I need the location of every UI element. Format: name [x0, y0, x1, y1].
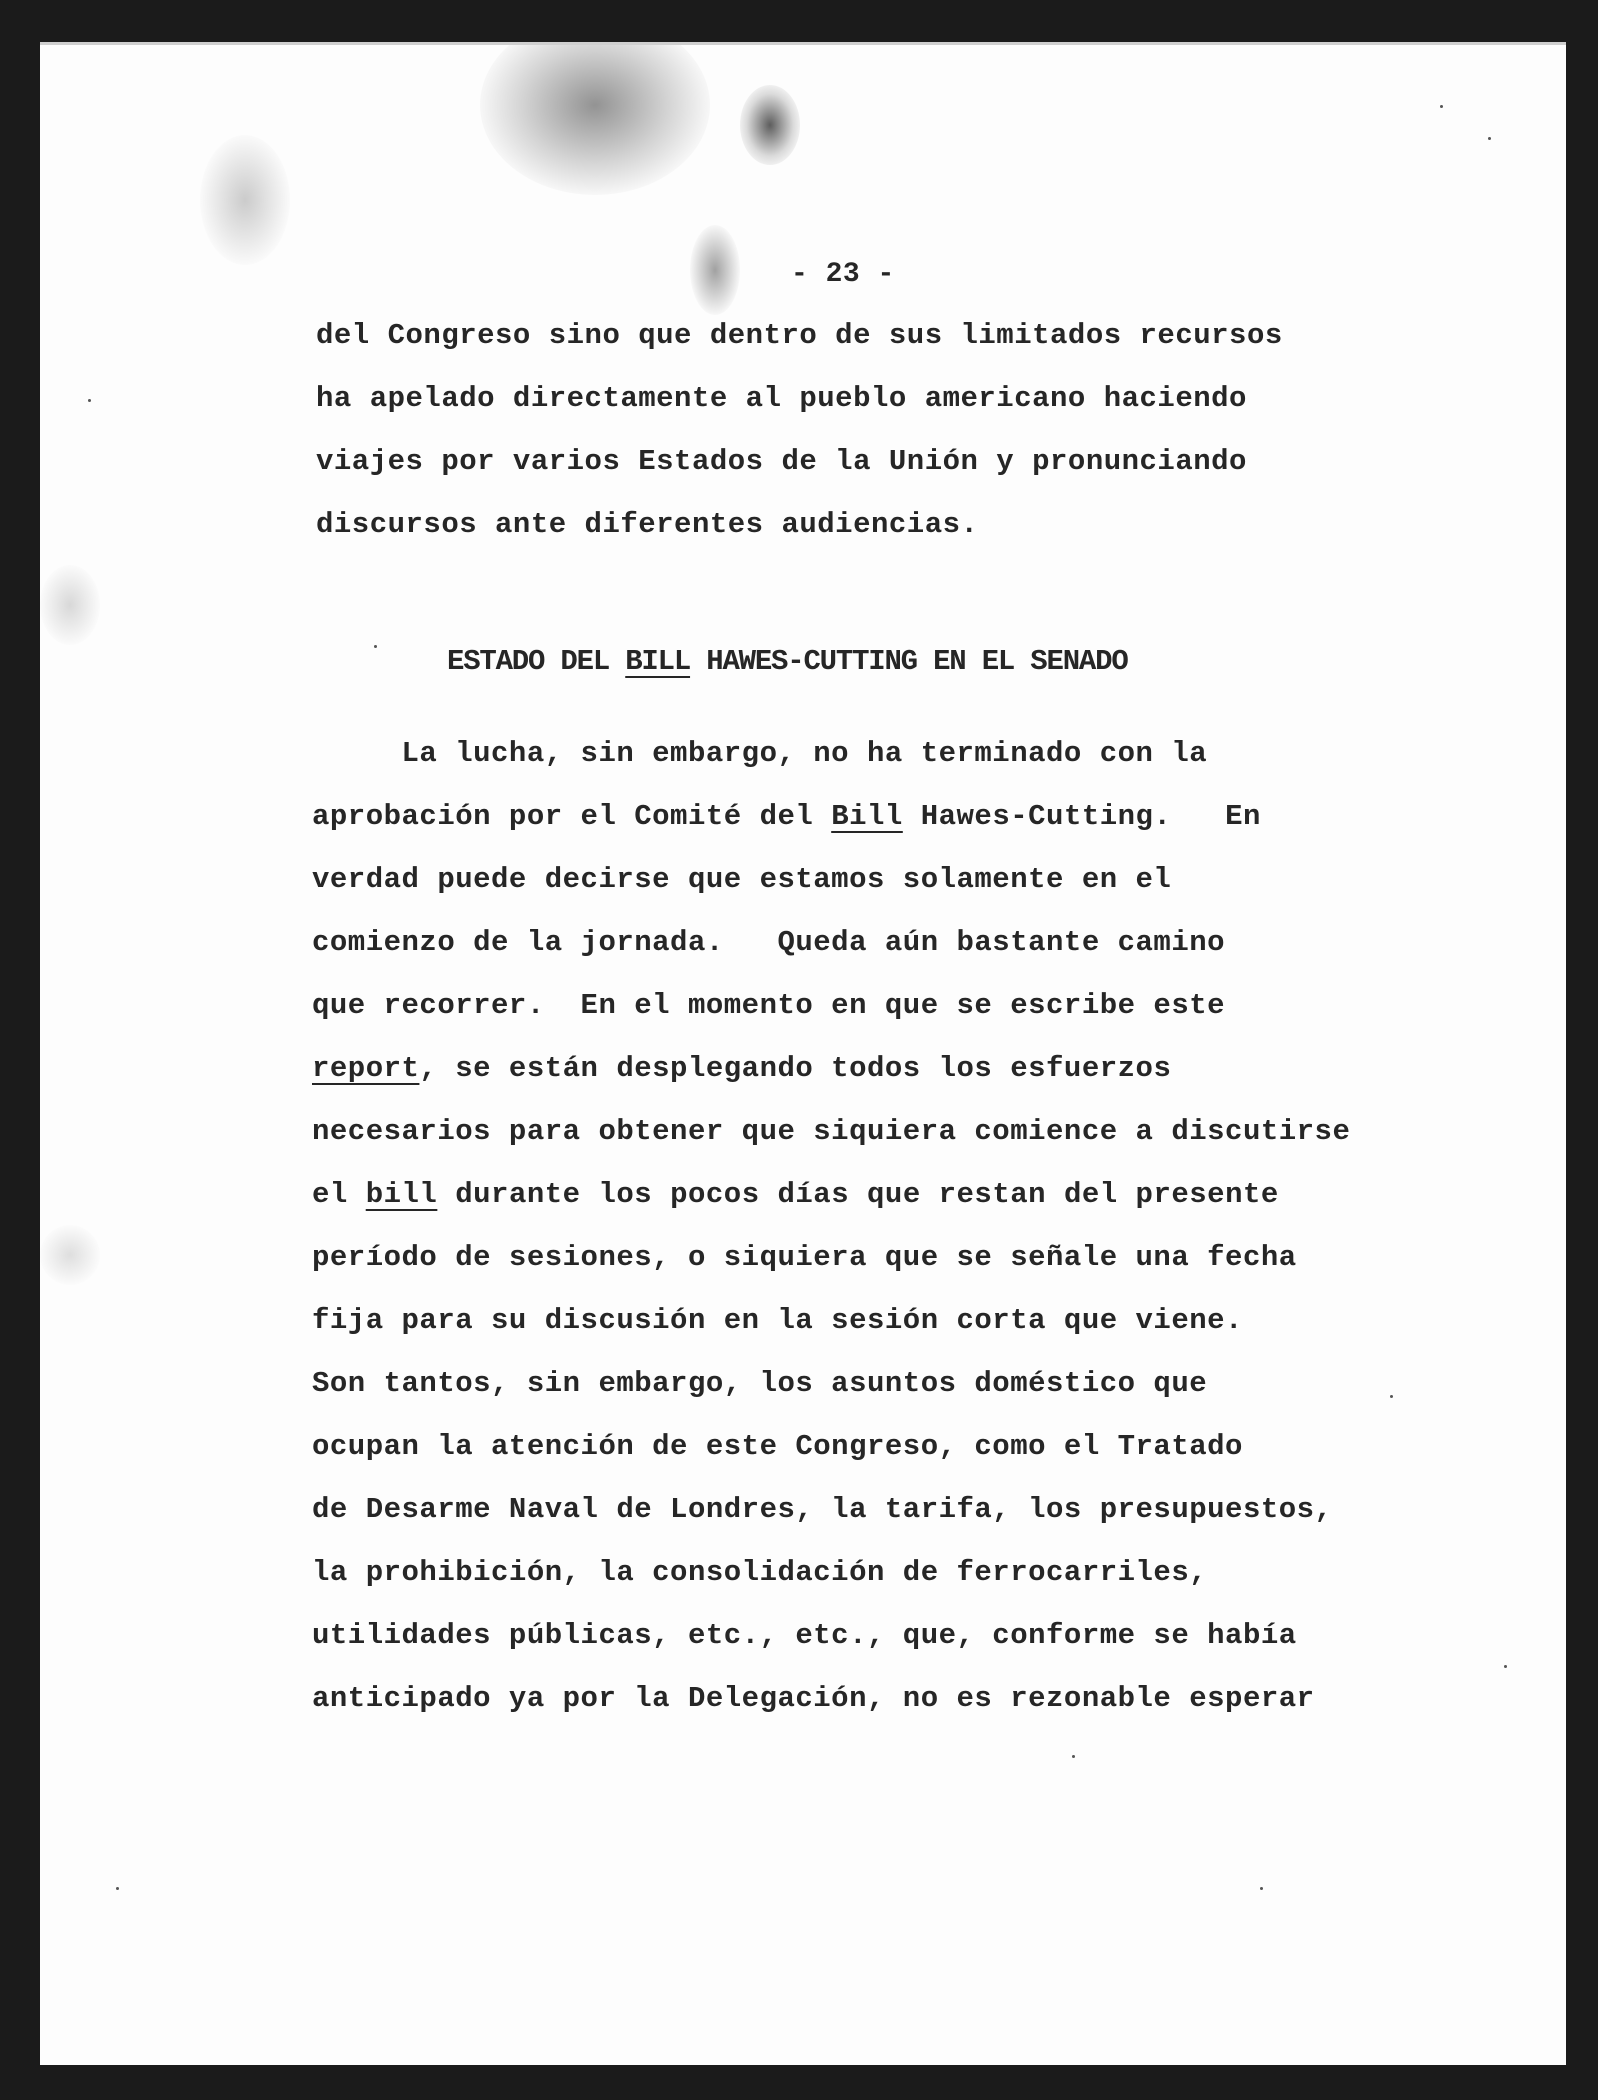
speck: [1488, 137, 1491, 140]
line-part: durante los pocos días que restan del presente: [437, 1178, 1279, 1211]
text-line: necesarios para obtener que siquiera comience a discutirse: [312, 1115, 1351, 1148]
speck: [88, 399, 91, 402]
ink-smudge: [40, 565, 100, 645]
speck: [1072, 1755, 1075, 1758]
text-line: verdad puede decirse que estamos solamente en el: [312, 863, 1172, 896]
page-number: - 23 -: [791, 259, 895, 290]
ink-smudge: [480, 42, 710, 195]
text-line: de Desarme Naval de Londres, la tarifa, los presupuestos,: [312, 1493, 1333, 1526]
heading-prefix: ESTADO DEL: [447, 645, 626, 678]
ink-smudge: [200, 135, 290, 265]
text-line: Son tantos, sin embargo, los asuntos doméstico que: [312, 1367, 1208, 1400]
line-part: aprobación por el Comité del: [312, 800, 832, 833]
text-line: [312, 1052, 1171, 1085]
speck: [1390, 1395, 1393, 1398]
speck: [1260, 1887, 1263, 1890]
speck: [374, 645, 377, 648]
text-line: ocupan la atención de este Congreso, como el Tratado: [312, 1430, 1243, 1463]
text-line: viajes por varios Estados de la Unión y pronunciando: [316, 445, 1247, 478]
text-line: [312, 800, 1261, 833]
underlined-bill-lower: bill: [365, 1178, 438, 1211]
line-part: , se están desplegando todos los esfuerzos: [419, 1052, 1172, 1085]
text-line: La lucha, sin embargo, no ha terminado con la: [312, 737, 1208, 770]
text-line: período de sesiones, o siquiera que se señale una fecha: [312, 1241, 1297, 1274]
line-part: el: [312, 1178, 366, 1211]
text-line: anticipado ya por la Delegación, no es rezonable esperar: [312, 1682, 1315, 1715]
text-line: ha apelado directamente al pueblo americano haciendo: [316, 382, 1247, 415]
text-line: la prohibición, la consolidación de ferrocarriles,: [312, 1556, 1208, 1589]
speck: [1504, 1665, 1507, 1668]
document-page: [40, 42, 1566, 2065]
text-line: del Congreso sino que dentro de sus limitados recursos: [316, 319, 1283, 352]
ink-smudge: [40, 1225, 100, 1285]
text-line: comienzo de la jornada. Queda aún bastante camino: [312, 926, 1226, 959]
text-line: fija para su discusión en la sesión corta que viene.: [312, 1304, 1243, 1337]
text-line: utilidades públicas, etc., etc., que, conforme se había: [312, 1619, 1297, 1652]
text-line: discursos ante diferentes audiencias.: [316, 508, 979, 541]
line-part: Hawes-Cutting. En: [902, 800, 1261, 833]
heading-bill-underlined: BILL: [625, 645, 691, 678]
section-heading: [447, 645, 1128, 678]
underlined-report: report: [312, 1052, 420, 1085]
ink-smudge: [690, 225, 740, 315]
text-line: que recorrer. En el momento en que se escribe este: [312, 989, 1226, 1022]
ink-smudge: [740, 85, 800, 165]
heading-suffix: HAWES-CUTTING EN EL SENADO: [690, 645, 1128, 678]
speck: [116, 1887, 119, 1890]
underlined-bill: Bill: [831, 800, 903, 833]
text-line: [312, 1178, 1279, 1211]
speck: [1440, 105, 1443, 108]
